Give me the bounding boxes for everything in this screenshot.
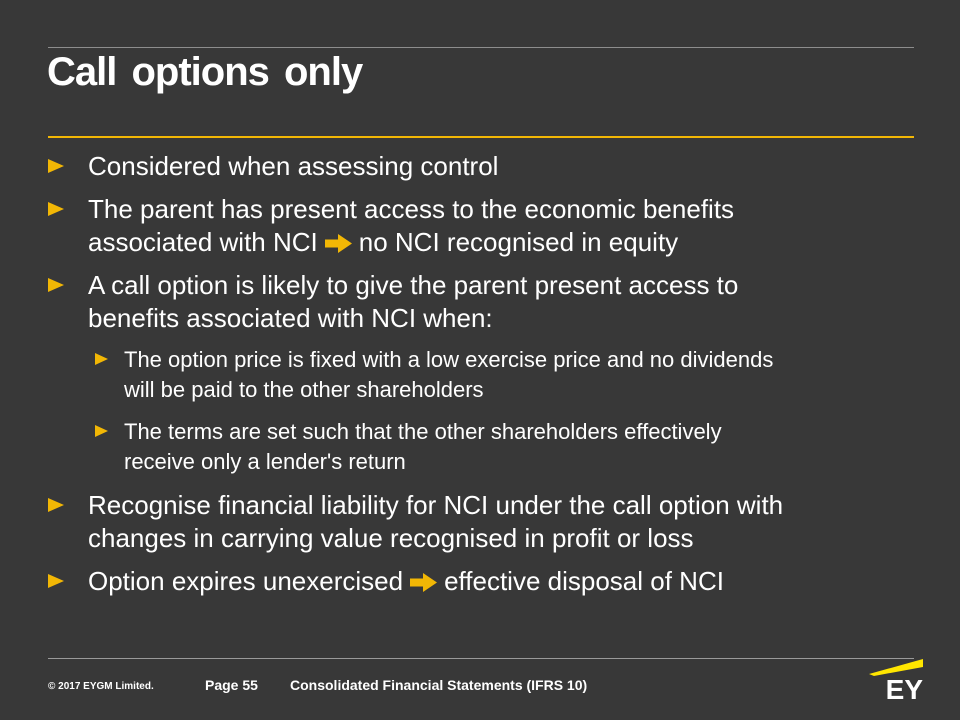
bullet-line-segment: associated with NCI bbox=[88, 227, 318, 257]
bullet-line-segment: Option expires unexercised bbox=[88, 566, 404, 596]
bullet-line: Recognise financial liability for NCI under the call option with bbox=[88, 490, 784, 520]
triangle-right-icon bbox=[48, 278, 64, 292]
ey-logo bbox=[867, 659, 923, 705]
bullet-line bbox=[88, 565, 724, 598]
triangle-right-icon bbox=[48, 202, 64, 216]
sub-bullet-item bbox=[95, 345, 914, 405]
bullet-item bbox=[48, 489, 914, 555]
bullet-line: The option price is fixed with a low exercise price and no dividends bbox=[124, 347, 774, 372]
bullet-text bbox=[88, 489, 783, 555]
bullet-line bbox=[88, 226, 734, 259]
bullet-item bbox=[48, 269, 914, 335]
triangle-right-icon bbox=[48, 498, 64, 512]
arrow-right-icon bbox=[410, 565, 437, 598]
bullet-text bbox=[88, 269, 738, 335]
arrow-right-icon bbox=[325, 226, 352, 259]
title-underline bbox=[48, 136, 914, 138]
triangle-right-icon bbox=[95, 425, 108, 437]
bullet-line: The terms are set such that the other shareholders effectively bbox=[124, 419, 722, 444]
bullet-list bbox=[48, 150, 914, 608]
top-divider bbox=[48, 47, 914, 48]
bullet-text bbox=[88, 565, 724, 598]
ey-wordmark: EY bbox=[885, 674, 923, 705]
bullet-line: The parent has present access to the economic benefits bbox=[88, 194, 735, 224]
footer-divider bbox=[48, 658, 914, 659]
bullet-line: A call option is likely to give the parent present access to bbox=[88, 270, 739, 300]
page-number: Page 55 bbox=[205, 677, 258, 693]
bullet-text bbox=[88, 150, 498, 183]
bullet-line-segment: no NCI recognised in equity bbox=[358, 227, 679, 257]
copyright-text: © 2017 EYGM Limited. bbox=[48, 681, 154, 692]
bullet-line: Considered when assessing control bbox=[88, 151, 499, 181]
bullet-line: benefits associated with NCI when: bbox=[88, 303, 493, 333]
bullet-line: receive only a lender's return bbox=[124, 449, 406, 474]
bullet-text bbox=[88, 193, 734, 259]
bullet-item bbox=[48, 193, 914, 259]
sub-bullet-item bbox=[95, 417, 914, 477]
bullet-line: will be paid to the other shareholders bbox=[124, 377, 484, 402]
bullet-text bbox=[124, 417, 722, 477]
presentation-title: Consolidated Financial Statements (IFRS 10) bbox=[290, 677, 588, 693]
triangle-right-icon bbox=[48, 574, 64, 588]
triangle-right-icon bbox=[95, 353, 108, 365]
bullet-item bbox=[48, 150, 914, 183]
triangle-right-icon bbox=[48, 159, 64, 173]
bullet-line-segment: effective disposal of NCI bbox=[444, 566, 724, 596]
slide-title: Call options only bbox=[47, 50, 363, 94]
bullet-text bbox=[124, 345, 773, 405]
bullet-item bbox=[48, 565, 914, 598]
bullet-line: changes in carrying value recognised in profit or loss bbox=[88, 523, 694, 553]
